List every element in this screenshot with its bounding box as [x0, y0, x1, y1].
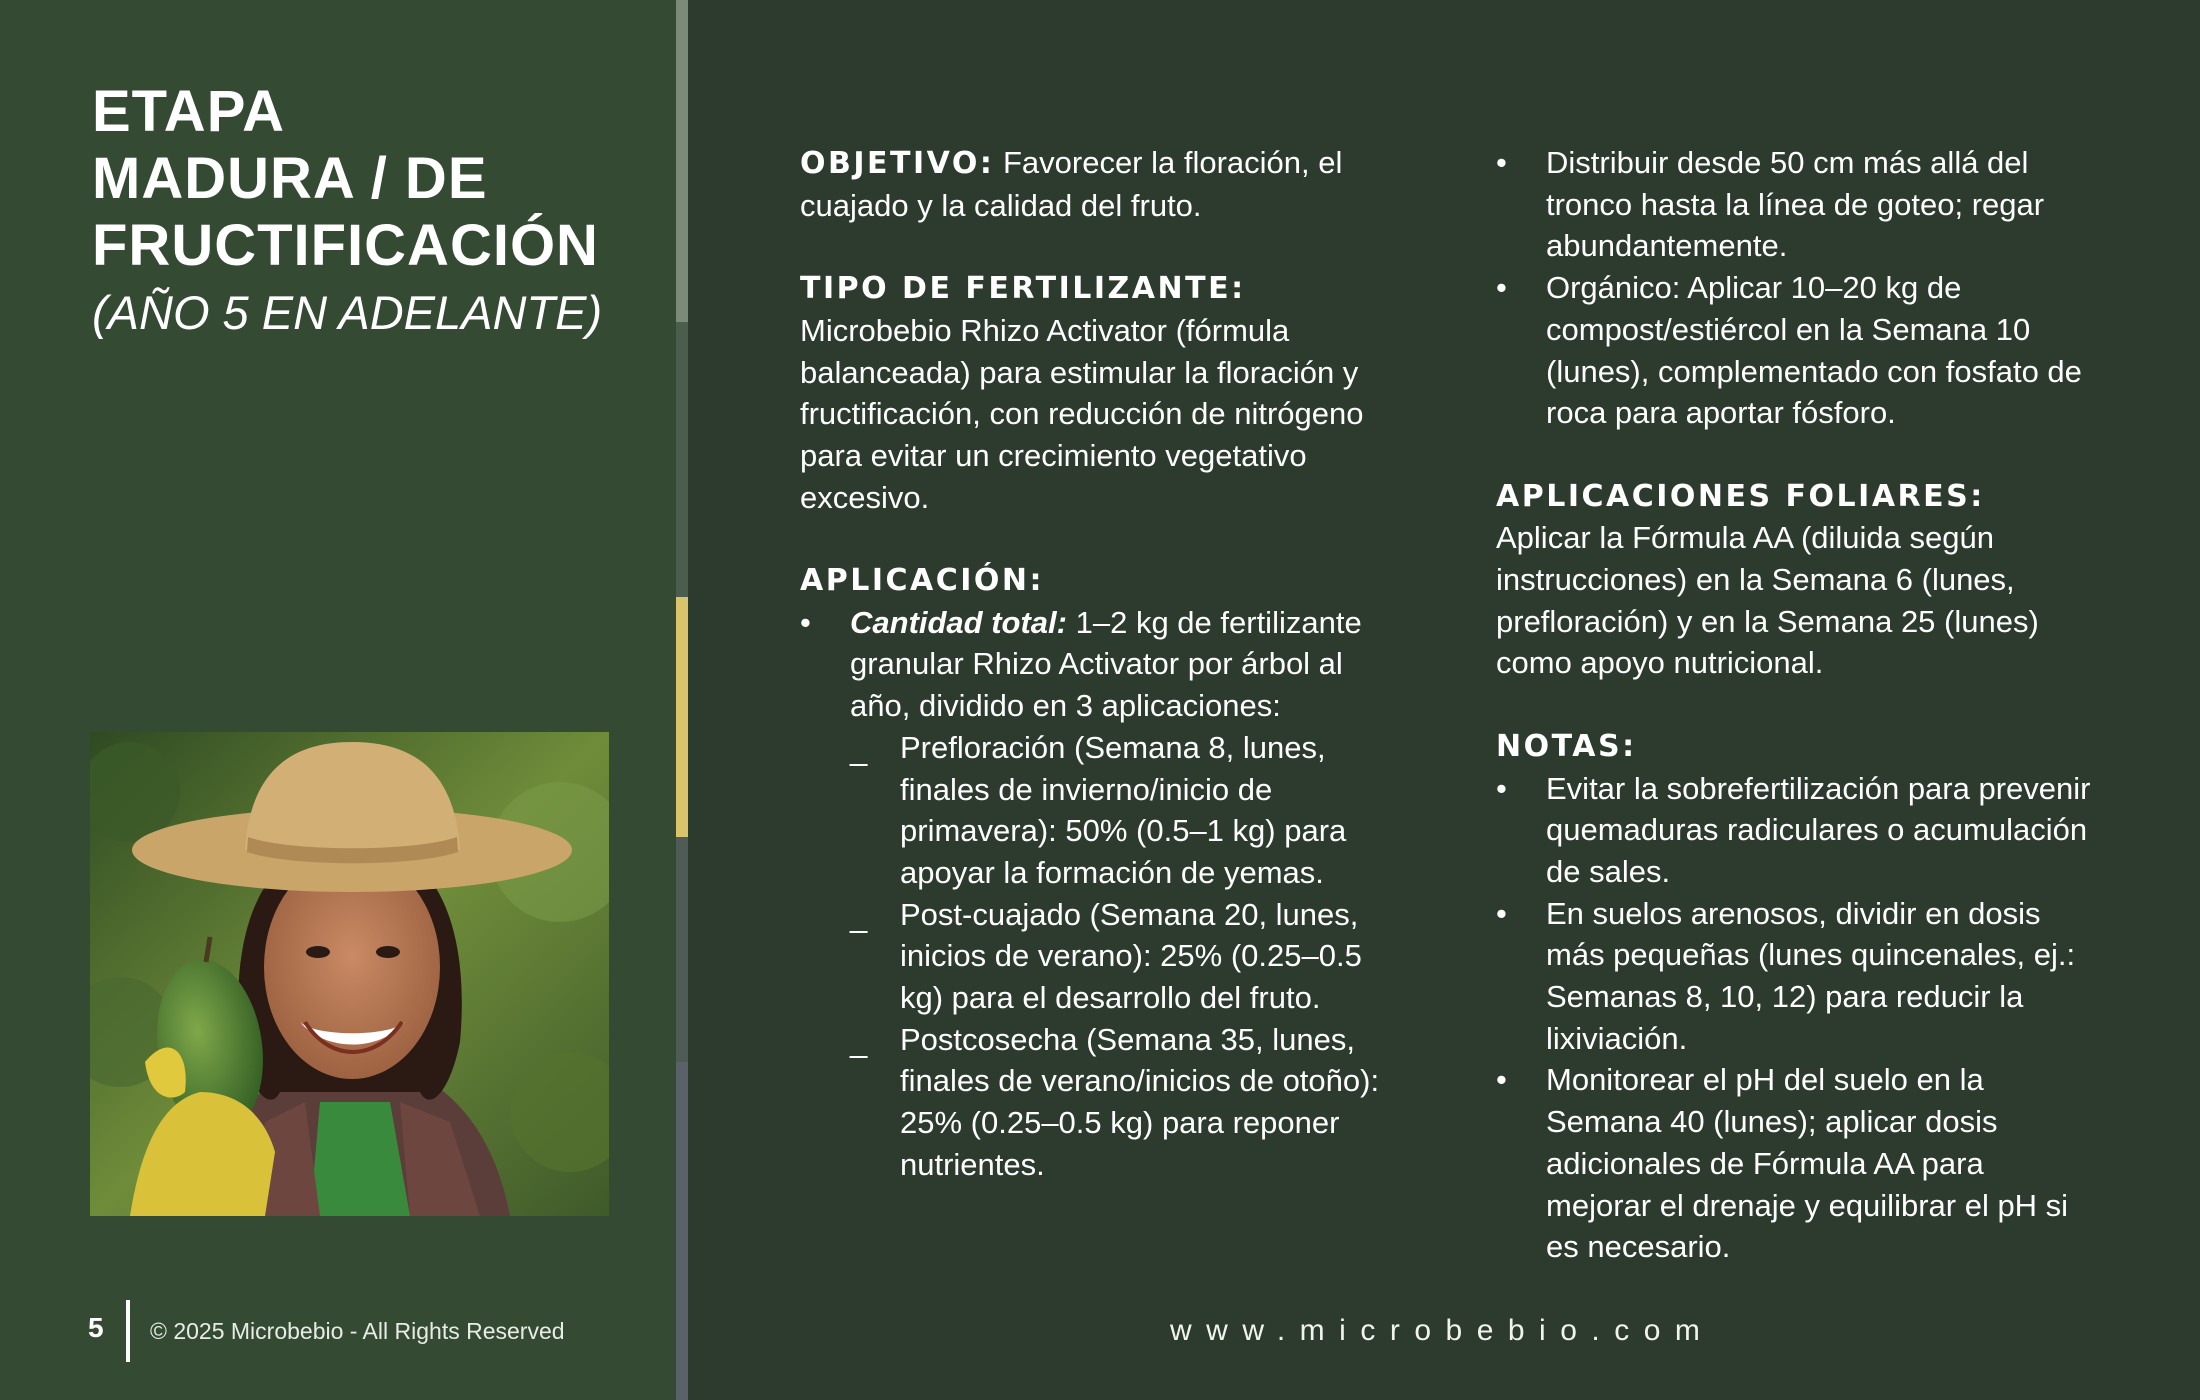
bullet-mark: • [1496, 770, 1507, 806]
objetivo-text: Favorecer la floración, el cuajado y la calidad del fruto. [800, 145, 1343, 223]
bullet-mark: • [1496, 895, 1507, 931]
content-column-1 [800, 142, 1410, 1186]
list-item [1496, 267, 2096, 434]
foliares-text: Aplicar la Fórmula AA (diluida según instrucciones) en la Semana 6 (lunes, prefloración) y en la Semana 25 (lunes) como apoyo nutricional. [1496, 520, 2039, 681]
bullet-mark: • [1496, 145, 1507, 180]
title-line-1: ETAPA [92, 79, 285, 144]
objetivo-heading: OBJETIVO: [800, 146, 995, 181]
list-item-text: Evitar la sobrefertilización para prevenir quemaduras radiculares o acumulación de sales. [1546, 770, 2091, 889]
page-title [92, 78, 662, 345]
list-item-text: Monitorear el pH del suelo en la Semana 40 (lunes); aplicar dosis adicionales de Fórmula AA para mejorar el drenaje y equilibrar el pH si es necesario. [1546, 1062, 2069, 1265]
list-subitem [800, 894, 1410, 1019]
website-link[interactable]: www.microbebio.com [1170, 1314, 1715, 1347]
divider-strip [676, 0, 688, 1400]
dash-mark: _ [850, 1023, 868, 1059]
list-item-text: En suelos arenosos, dividir en dosis más pequeñas (lunes quincenales, ej.: Semanas 8, 10, 12) para reducir la lixiviación. [1546, 895, 2076, 1056]
objetivo-paragraph [800, 142, 1410, 226]
bullet-mark: • [800, 604, 811, 640]
list-item-text: Distribuir desde 50 cm más allá del tronco hasta la línea de goteo; regar abundantemente. [1546, 145, 2045, 264]
bullet-mark: • [1496, 270, 1507, 306]
aplicacion-heading: APLICACIÓN: [800, 563, 1045, 598]
total-text: 1–2 kg de fertilizante granular Rhizo Activator por árbol al año, dividido en 3 aplicaciones: [850, 604, 1362, 724]
page-number: 5 [88, 1312, 104, 1343]
list-item [1496, 142, 2096, 267]
bullet-mark: • [1496, 1062, 1507, 1098]
footer-divider [126, 1300, 130, 1362]
list-item [800, 602, 1410, 727]
strip-segment [676, 1062, 688, 1400]
tipo-text: Microbebio Rhizo Activator (fórmula balanceada) para estimular la floración y fructificación, con reducción de nitrógeno para evitar un crecimiento vegetativo excesivo. [800, 312, 1364, 515]
title-line-3: FRUCTIFICACIÓN [92, 213, 599, 278]
notas-heading: NOTAS: [1496, 728, 1637, 764]
dash-mark: _ [850, 898, 868, 934]
title-line-2: MADURA / DE [92, 146, 488, 211]
list-item-text: Orgánico: Aplicar 10–20 kg de compost/estiércol en la Semana 10 (lunes), complementado con fosfato de roca para aportar fósforo. [1546, 270, 2082, 431]
list-subitem [800, 1019, 1410, 1186]
subitem-text: Post-cuajado (Semana 20, lunes, inicios de verano): 25% (0.25–0.5 kg) para el desarrollo del fruto. [900, 896, 1362, 1016]
list-subitem [800, 727, 1410, 894]
subitem-text: Postcosecha (Semana 35, lunes, finales de verano/inicios de otoño): 25% (0.25–0.5 kg) para reponer nutrientes. [900, 1021, 1380, 1182]
list-item [1496, 893, 2096, 1060]
list-item [1496, 1059, 2096, 1268]
strip-segment [676, 837, 688, 1062]
tipo-heading: TIPO DE FERTILIZANTE: [800, 271, 1246, 307]
total-label: Cantidad total: [850, 604, 1067, 640]
page-subtitle: (AÑO 5 EN ADELANTE) [92, 286, 603, 339]
strip-segment [676, 322, 688, 597]
foliares-heading: APLICACIONES FOLIARES: [1496, 478, 1985, 514]
dash-mark: _ [850, 731, 868, 767]
copyright-text: © 2025 Microbebio - All Rights Reserved [150, 1318, 565, 1344]
strip-segment-accent [676, 597, 688, 837]
farmer-avocado-photo [90, 732, 609, 1216]
list-item [1496, 768, 2096, 893]
content-column-2 [1496, 142, 2096, 1268]
subitem-text: Prefloración (Semana 8, lunes, finales de invierno/inicio de primavera): 50% (0.5–1 kg) para apoyar la formación de yemas. [900, 729, 1347, 890]
strip-segment [676, 0, 688, 322]
